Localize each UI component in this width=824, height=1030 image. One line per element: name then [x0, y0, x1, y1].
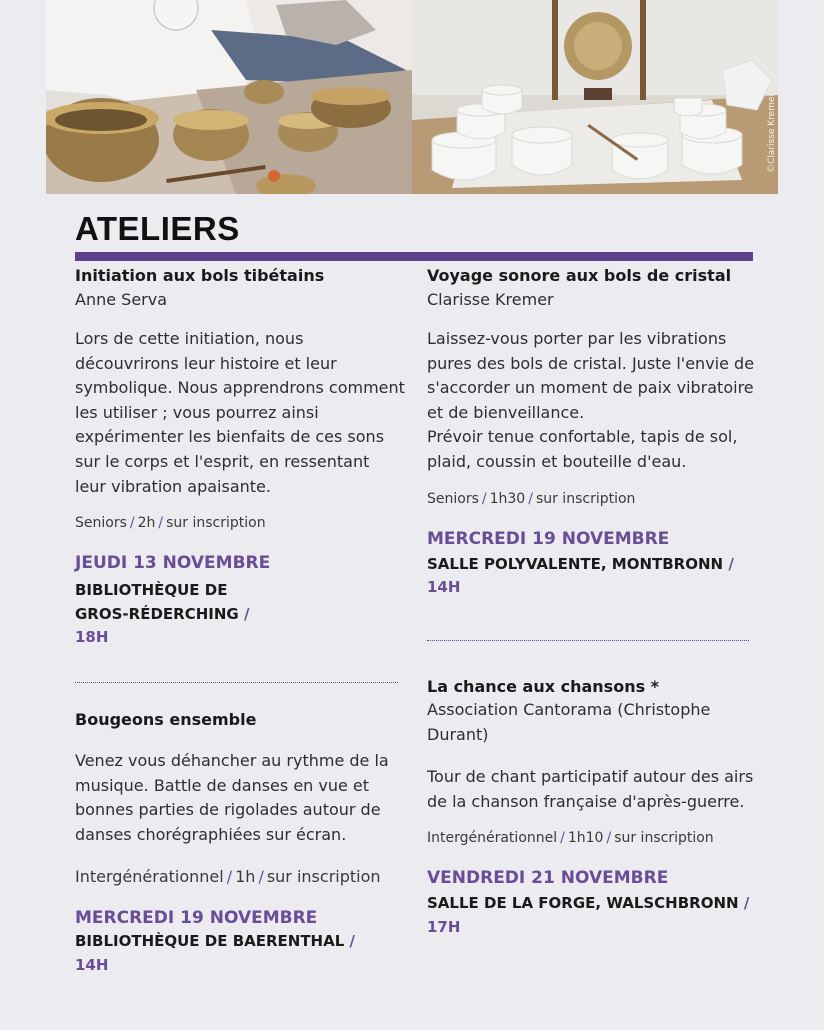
workshop-time: 14H — [75, 955, 109, 974]
audience: Seniors — [75, 515, 127, 532]
separator: / — [528, 490, 533, 507]
workshop-place — [75, 579, 275, 626]
workshop-card — [75, 266, 405, 650]
duration: 1h10 — [567, 830, 604, 847]
heading-bar — [75, 252, 753, 261]
workshop-title: Initiation aux bols tibétains — [75, 266, 325, 285]
divider — [427, 640, 749, 641]
workshop-meta — [427, 491, 757, 507]
photo-credit: ©Clarisse Kremer — [767, 92, 777, 173]
workshop-time: 14H — [427, 578, 461, 597]
separator: / — [728, 554, 734, 573]
place-name: BIBLIOTHÈQUE DE BAERENTHAL — [75, 932, 345, 951]
workshop-date: MERCREDI 19 NOVEMBRE — [75, 908, 318, 929]
workshop-place — [75, 930, 405, 954]
registration: sur inscription — [535, 490, 636, 507]
workshop-description: Laissez-vous porter par les vibrations pures des bols de cristal. Juste l'envie de s'accorder un moment de paix vibratoire et de bienveillance. — [427, 329, 755, 422]
separator: / — [158, 515, 164, 532]
separator: / — [560, 830, 565, 847]
workshop-place — [427, 553, 757, 577]
duration: 1h30 — [489, 490, 526, 507]
workshop-description: Lors de cette initiation, nous découvrirons leur histoire et leur symbolique. Nous apprendrons comment les utiliser ; vous pourrez ainsi expérimenter les bienfaits de ces sons sur le corps et l'esprit, en ressentant leur vibration apaisante. — [75, 329, 405, 496]
workshop-meta — [427, 830, 757, 846]
workshop-time: 18H — [75, 628, 109, 647]
workshop-card — [427, 266, 757, 600]
separator: / — [606, 830, 612, 847]
separator: / — [743, 894, 750, 913]
workshop-author: Association Cantorama (Christophe Durant) — [427, 700, 711, 744]
place-name: BIBLIOTHÈQUE DE GROS-RÉDERCHING — [75, 581, 239, 623]
duration: 2h — [137, 515, 156, 532]
workshop-card — [427, 677, 757, 939]
audience: Seniors — [427, 490, 479, 507]
workshop-title: Bougeons ensemble — [75, 710, 257, 729]
place-name: SALLE POLYVALENTE, MONTBRONN — [427, 554, 724, 573]
section-heading: ATELIERS — [75, 210, 240, 247]
workshop-title: Voyage sonore aux bols de cristal — [427, 266, 732, 285]
separator: / — [481, 490, 487, 507]
workshop-card — [75, 710, 405, 977]
registration: sur inscription — [614, 830, 714, 847]
registration: sur inscription — [166, 515, 266, 532]
workshop-author: Anne Serva — [75, 290, 168, 309]
workshop-title: La chance aux chansons * — [427, 677, 660, 696]
photo-tibetan-bowls — [46, 0, 412, 194]
workshop-note: Prévoir tenue confortable, tapis de sol, plaid, coussin et bouteille d'eau. — [427, 427, 738, 471]
divider — [75, 682, 398, 683]
workshop-meta — [75, 867, 405, 886]
audience: Intergénérationnel — [427, 830, 558, 847]
workshop-place — [427, 892, 757, 916]
audience: Intergénérationnel — [75, 867, 224, 887]
separator: / — [243, 604, 250, 623]
registration: sur inscription — [266, 867, 381, 887]
separator: / — [226, 867, 233, 887]
workshop-description: Venez vous déhancher au rythme de la musique. Battle de danses en vue et bonnes parties de rigolades autour de danses chorégraphiées sur écran. — [75, 751, 389, 844]
place-name: SALLE DE LA FORGE, WALSCHBRONN — [427, 894, 739, 913]
workshop-date: MERCREDI 19 NOVEMBRE — [427, 528, 670, 549]
duration: 1h — [235, 867, 256, 887]
workshop-date: JEUDI 13 NOVEMBRE — [75, 553, 271, 574]
separator: / — [349, 932, 356, 951]
header-photos — [46, 0, 778, 194]
workshop-description: Tour de chant participatif autour des airs de la chanson française d'après-guerre. — [427, 767, 754, 811]
workshop-meta — [75, 515, 405, 531]
separator: / — [258, 867, 264, 887]
workshop-time: 17H — [427, 917, 461, 936]
workshop-author: Clarisse Kremer — [427, 290, 554, 309]
photo-crystal-bowls — [412, 0, 778, 194]
separator: / — [129, 515, 135, 532]
workshop-date: VENDREDI 21 NOVEMBRE — [427, 868, 669, 889]
